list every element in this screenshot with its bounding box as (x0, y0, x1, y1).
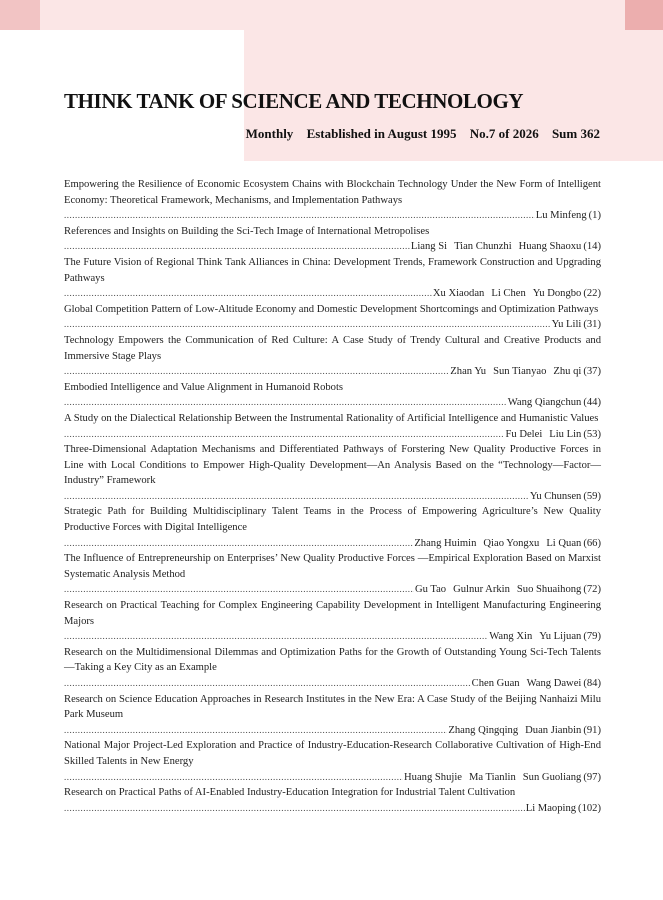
dot-leader (64, 629, 488, 645)
toc-entry (64, 645, 601, 692)
meta-sum: Sum 362 (551, 126, 600, 141)
article-authors (505, 427, 581, 443)
author-line (64, 239, 601, 255)
author-line (64, 582, 601, 598)
page-number: (37) (583, 366, 601, 378)
article-authors (530, 489, 582, 505)
article-authors (414, 536, 581, 552)
dot-leader (64, 317, 551, 333)
page-number: (1) (588, 210, 601, 222)
author-line (64, 801, 601, 817)
author-name: Duan Jianbin (525, 724, 582, 736)
page-number: (97) (583, 771, 601, 783)
decor-block-right (625, 0, 663, 30)
meta-established: Established in August 1995 (306, 126, 457, 141)
dot-leader (64, 489, 529, 505)
article-authors (489, 629, 581, 645)
page-number: (44) (583, 397, 601, 409)
dot-leader (64, 676, 471, 692)
author-name: Huang Shujie (404, 771, 462, 783)
page-number: (31) (583, 319, 601, 331)
author-line (64, 317, 601, 333)
author-name: Suo Shuaihong (516, 584, 582, 596)
article-title: A Study on the Dialectical Relationship Between the Instrumental Rationality of Artificial Intelligence and Humanistic Values (64, 412, 599, 424)
author-name: Liu Lin (549, 428, 582, 440)
article-title: References and Insights on Building the Sci-Tech Image of International Metropolises (64, 225, 430, 237)
author-name: Yu Chunsen (529, 490, 582, 502)
article-title: Research on Practical Paths of AI-Enabled Industry-Education Integration for Industrial Talent Cultivation (64, 787, 516, 799)
article-authors (536, 208, 587, 224)
toc-entry (64, 333, 601, 380)
toc-entry (64, 442, 601, 504)
toc-entry (64, 551, 601, 598)
article-title: Research on the Multidimensional Dilemmas and Optimization Paths for the Growth of Outstanding Young Sci-Tech Talents—Taking a Key City as an Example (64, 646, 601, 674)
toc-entry (64, 177, 601, 224)
author-line (64, 536, 601, 552)
author-name: Li Maoping (525, 802, 577, 814)
article-title: Research on Practical Teaching for Complex Engineering Capability Development in Intelligent Manufacturing Engineering Majors (64, 600, 601, 627)
table-of-contents (64, 177, 601, 816)
author-name: Li Chen (491, 288, 526, 300)
author-name: Yu Lijuan (539, 631, 582, 643)
author-name: Zhang Huimin (414, 537, 477, 549)
author-name: Chen Guan (471, 678, 520, 689)
author-line (64, 723, 601, 739)
author-name: Sun Guoliang (522, 771, 582, 783)
journal-title: THINK TANK OF SCIENCE AND TECHNOLOGY (64, 89, 524, 113)
dot-leader (64, 286, 432, 302)
dot-leader (64, 723, 447, 739)
dot-leader (64, 427, 504, 443)
article-authors (508, 395, 582, 411)
author-name: Zhu qi (553, 366, 582, 378)
author-name: Wang Dawei (526, 678, 582, 689)
author-name: Gulnur Arkin (453, 584, 510, 596)
page-number: (79) (583, 631, 601, 643)
author-line (64, 629, 601, 645)
toc-entry (64, 504, 601, 551)
meta-frequency: Monthly (245, 126, 294, 141)
article-title: Embodied Intelligence and Value Alignment in Humanoid Robots (64, 381, 344, 393)
article-authors (552, 317, 582, 333)
author-line (64, 676, 601, 692)
page-number: (91) (583, 724, 601, 736)
page-number: (14) (583, 241, 601, 253)
article-title: National Major Project-Led Exploration and Practice of Industry-Education-Research Collaborative Cultivation of High-End Skilled Talents in New Energy (64, 740, 601, 767)
author-name: Wang Xin (489, 631, 533, 643)
author-name: Zhang Qingqing (448, 724, 519, 736)
toc-entry (64, 380, 601, 411)
toc-entry (64, 302, 601, 333)
dot-leader (64, 208, 535, 224)
article-authors (404, 770, 581, 786)
author-line (64, 286, 601, 302)
page-number: (66) (583, 537, 601, 549)
toc-entry (64, 738, 601, 785)
author-name: Fu Delei (505, 428, 543, 440)
author-name: Lu Minfeng (535, 210, 587, 222)
author-name: Yu Dongbo (532, 288, 582, 300)
article-authors (472, 676, 582, 692)
author-name: Sun Tianyao (493, 366, 547, 378)
author-line (64, 364, 601, 380)
article-title: Global Competition Pattern of Low-Altitude Economy and Domestic Development Shortcomings and Optimization Pathways (64, 303, 599, 315)
article-authors (448, 723, 581, 739)
article-title: Strategic Path for Building Multidisciplinary Talent Teams in the Process of Empowering Agriculture’s New Quality Productive Forces with Digital Intelligence (64, 506, 601, 534)
dot-leader (64, 239, 410, 255)
toc-entry (64, 692, 601, 739)
toc-entry (64, 598, 601, 645)
author-name: Gu Tao (414, 584, 447, 596)
page-number: (102) (578, 802, 601, 814)
dot-leader (64, 770, 403, 786)
toc-entry (64, 411, 601, 442)
meta-issue: No.7 of 2026 (469, 126, 539, 141)
journal-meta (246, 126, 600, 142)
dot-leader (64, 801, 525, 817)
article-authors (411, 239, 581, 255)
top-decor-band (0, 0, 663, 30)
article-title: Research on Science Education Approaches in Research Institutes in the New Era: A Case Study of the Beijing Nanhaizi Milu Park Museum (64, 693, 601, 721)
toc-entry (64, 255, 601, 302)
decor-block-left (0, 0, 40, 30)
toc-entry (64, 785, 601, 816)
page-number: (72) (583, 584, 601, 596)
author-name: Wang Qiangchun (507, 397, 582, 409)
dot-leader (64, 582, 414, 598)
author-name: Ma Tianlin (468, 771, 516, 783)
article-title: Technology Empowers the Communication of Red Culture: A Case Study of Trendy Cultural and Creative Products and Immersive Stage Plays (64, 334, 601, 362)
author-name: Qiao Yongxu (483, 537, 540, 549)
author-name: Xu Xiaodan (432, 288, 485, 300)
article-title: Empowering the Resilience of Economic Ecosystem Chains with Blockchain Technology Under the New Form of Intelligent Economy: Theoretical Framework, Mechanisms, and Implementation Pathways (64, 179, 601, 206)
dot-leader (64, 364, 449, 380)
article-authors (450, 364, 581, 380)
author-line (64, 208, 601, 224)
article-title: The Influence of Entrepreneurship on Enterprises’ New Quality Productive Forces —Empirical Exploration Based on Marxist Systematic Analysis Method (64, 553, 601, 580)
page-number: (59) (583, 490, 601, 502)
article-title: The Future Vision of Regional Think Tank Alliances in China: Development Trends, Framework Construction and Upgrading Pathways (64, 256, 601, 284)
toc-entry (64, 224, 601, 255)
author-line (64, 489, 601, 505)
dot-leader (64, 395, 507, 411)
author-line (64, 395, 601, 411)
article-authors (433, 286, 581, 302)
author-name: Tian Chunzhi (454, 241, 512, 253)
page-number: (22) (583, 288, 601, 300)
dot-leader (64, 536, 413, 552)
author-line (64, 427, 601, 443)
author-name: Zhan Yu (450, 366, 487, 378)
article-authors (526, 801, 576, 817)
article-authors (415, 582, 581, 598)
author-name: Liang Si (410, 241, 448, 253)
author-name: Yu Lili (551, 319, 582, 331)
article-title: Three-Dimensional Adaptation Mechanisms and Differentiated Pathways of Forstering New Quality Productive Forces in Line with Local Conditions to Empower High-Quality Development—An Analysis Based on the “Technology—Factor—Industry” Framework (64, 444, 601, 487)
author-name: Huang Shaoxu (518, 241, 582, 253)
author-line (64, 770, 601, 786)
page-number: (84) (583, 678, 601, 689)
page-number: (53) (583, 428, 601, 440)
author-name: Li Quan (546, 537, 582, 549)
